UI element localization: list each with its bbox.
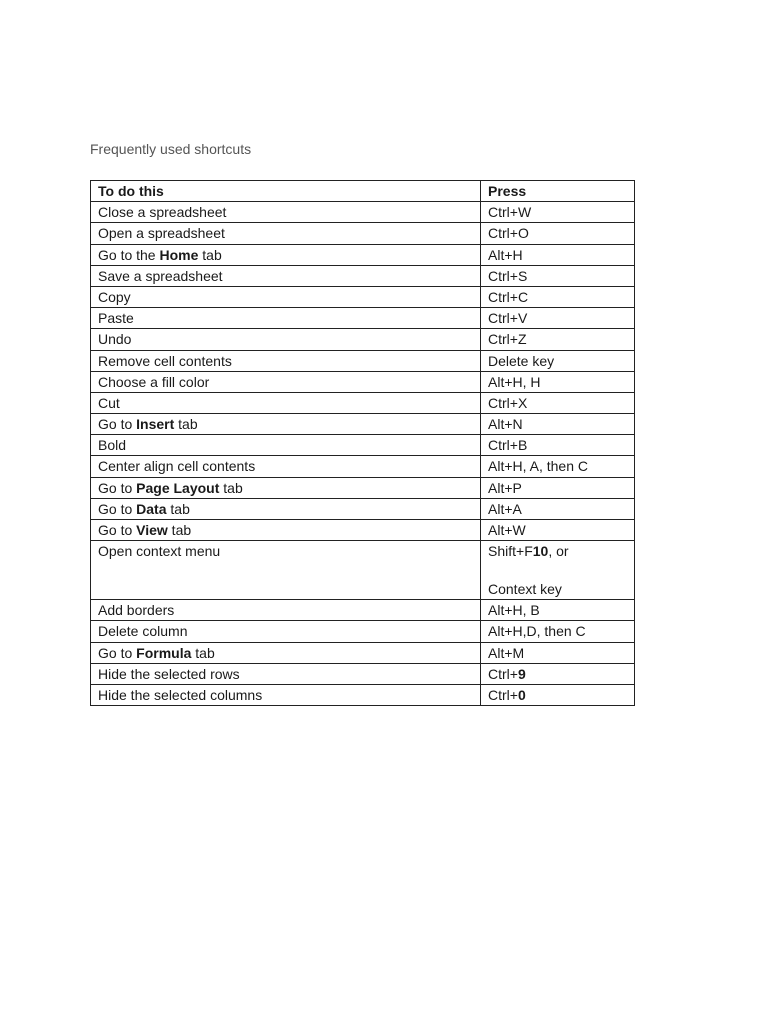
shortcut-line	[488, 600, 627, 620]
text-segment: Alt+M	[488, 644, 525, 661]
table-body	[91, 202, 635, 706]
shortcut-line	[488, 393, 627, 413]
task-cell	[91, 684, 481, 705]
table-row	[91, 498, 635, 519]
text-segment: Alt+P	[488, 479, 522, 496]
shortcut-cell	[481, 621, 635, 642]
text-segment: Ctrl+O	[488, 225, 529, 242]
bold-text: 10	[532, 543, 549, 560]
shortcut-cell	[481, 642, 635, 663]
task-cell	[91, 392, 481, 413]
table-row	[91, 414, 635, 435]
shortcut-line	[488, 351, 627, 371]
table-row	[91, 456, 635, 477]
text-segment: Choose a fill color	[98, 373, 210, 390]
task-cell	[91, 202, 481, 223]
shortcut-cell	[481, 498, 635, 519]
text-segment: Cut	[98, 394, 120, 411]
text-segment: Hide the selected rows	[98, 665, 240, 682]
shortcut-line	[488, 372, 627, 392]
shortcut-cell	[481, 392, 635, 413]
text-segment: Add borders	[98, 602, 175, 619]
bold-text: Page Layout	[136, 479, 220, 496]
shortcut-cell	[481, 541, 635, 600]
text-segment: Copy	[98, 288, 131, 305]
table-row	[91, 392, 635, 413]
shortcut-cell	[481, 286, 635, 307]
task-cell	[91, 477, 481, 498]
text-segment: Undo	[98, 331, 132, 348]
task-cell	[91, 663, 481, 684]
task-cell	[91, 456, 481, 477]
table-row	[91, 202, 635, 223]
text-segment: , or	[548, 543, 569, 560]
shortcut-line	[488, 245, 627, 265]
text-segment: Ctrl+	[488, 665, 518, 682]
shortcut-line	[488, 223, 627, 243]
table-row	[91, 600, 635, 621]
task-cell	[91, 286, 481, 307]
text-segment: Alt+H, H	[488, 373, 541, 390]
table-row	[91, 223, 635, 244]
shortcut-line	[488, 685, 627, 705]
text-segment: Go to	[98, 500, 137, 517]
text-segment: Bold	[98, 437, 127, 454]
bold-text: Data	[136, 500, 167, 517]
text-segment: Alt+N	[488, 416, 523, 433]
text-segment: Ctrl+S	[488, 267, 528, 284]
shortcut-line	[488, 329, 627, 349]
task-cell	[91, 414, 481, 435]
text-segment: Ctrl+W	[488, 204, 532, 221]
shortcut-line	[488, 287, 627, 307]
task-cell	[91, 308, 481, 329]
text-segment: Alt+H, A, then C	[488, 458, 588, 475]
table-row	[91, 541, 635, 600]
bold-text: 9	[517, 665, 526, 682]
text-segment: Open a spreadsheet	[98, 225, 225, 242]
shortcut-cell	[481, 684, 635, 705]
text-segment: Go to	[98, 644, 137, 661]
shortcut-cell	[481, 414, 635, 435]
shortcut-line	[488, 579, 627, 599]
shortcut-line	[488, 643, 627, 663]
task-cell	[91, 350, 481, 371]
text-segment: Delete column	[98, 623, 188, 640]
shortcut-cell	[481, 244, 635, 265]
text-segment: Ctrl+Z	[488, 331, 527, 348]
text-segment: Go to	[98, 479, 137, 496]
table-row	[91, 286, 635, 307]
table-row	[91, 265, 635, 286]
text-segment: Context key	[488, 581, 562, 598]
bold-text: Insert	[136, 416, 175, 433]
task-cell	[91, 600, 481, 621]
text-segment: Ctrl+X	[488, 394, 528, 411]
shortcut-line	[488, 520, 627, 540]
text-segment: Shift+F	[488, 543, 533, 560]
table-row	[91, 684, 635, 705]
shortcut-cell	[481, 435, 635, 456]
text-segment: Hide the selected columns	[98, 686, 263, 703]
shortcut-line	[488, 456, 627, 476]
task-cell	[91, 371, 481, 392]
text-segment: Alt+H,D, then C	[488, 623, 586, 640]
table-row	[91, 621, 635, 642]
task-cell	[91, 223, 481, 244]
text-segment: tab	[167, 522, 192, 538]
text-segment: Save a spreadsheet	[98, 267, 223, 284]
bold-text: 0	[517, 686, 526, 703]
shortcut-cell	[481, 308, 635, 329]
table-row	[91, 308, 635, 329]
table-header	[91, 181, 635, 202]
text-segment: Go to the	[98, 246, 160, 263]
shortcut-cell	[481, 329, 635, 350]
shortcut-cell	[481, 265, 635, 286]
shortcut-line	[488, 664, 627, 684]
shortcuts-table	[90, 180, 635, 706]
text-segment: Paste	[98, 310, 134, 327]
table-row	[91, 435, 635, 456]
document-title: Frequently used shortcuts	[90, 141, 252, 157]
text-segment: Ctrl+C	[488, 288, 529, 305]
text-segment: Go to	[98, 522, 137, 538]
text-segment: tab	[166, 500, 190, 517]
task-cell	[91, 435, 481, 456]
shortcut-line	[488, 621, 627, 641]
text-segment: Ctrl+	[488, 686, 518, 703]
shortcut-cell	[481, 456, 635, 477]
header-press: Press	[481, 181, 635, 202]
text-segment: Alt+H, B	[488, 602, 540, 619]
text-segment: tab	[191, 644, 215, 661]
task-cell	[91, 244, 481, 265]
text-segment: Open context menu	[98, 543, 221, 560]
shortcut-line	[488, 435, 627, 455]
text-segment: Alt+A	[488, 500, 522, 517]
task-cell	[91, 329, 481, 350]
shortcut-line	[488, 308, 627, 328]
shortcut-line	[488, 414, 627, 434]
task-cell	[91, 642, 481, 663]
text-segment: Go to	[98, 416, 137, 433]
table-row	[91, 244, 635, 265]
shortcut-line	[488, 266, 627, 286]
text-segment: Remove cell contents	[98, 352, 232, 369]
text-segment: Close a spreadsheet	[98, 204, 227, 221]
text-segment: Delete key	[488, 352, 555, 369]
table-row	[91, 663, 635, 684]
shortcut-cell	[481, 371, 635, 392]
table-row	[91, 520, 635, 541]
shortcut-line	[488, 499, 627, 519]
shortcut-cell	[481, 600, 635, 621]
text-segment: tab	[174, 416, 198, 433]
shortcut-line	[488, 478, 627, 498]
shortcut-line	[488, 541, 627, 561]
shortcut-cell	[481, 350, 635, 371]
text-segment: Center align cell contents	[98, 458, 256, 475]
text-segment: tab	[219, 479, 243, 496]
shortcut-line	[488, 202, 627, 222]
text-segment: Ctrl+B	[488, 437, 528, 454]
task-cell	[91, 265, 481, 286]
text-segment: Alt+W	[488, 522, 526, 538]
header-row	[91, 181, 635, 202]
text-segment: tab	[198, 246, 222, 263]
bold-text: Home	[159, 246, 199, 263]
bold-text: Formula	[136, 644, 192, 661]
shortcut-cell	[481, 223, 635, 244]
bold-text: View	[136, 522, 168, 538]
task-cell	[91, 520, 481, 541]
line-gap	[488, 561, 627, 579]
task-cell	[91, 498, 481, 519]
header-task: To do this	[91, 181, 481, 202]
task-cell	[91, 621, 481, 642]
shortcut-cell	[481, 520, 635, 541]
shortcut-cell	[481, 477, 635, 498]
table-row	[91, 329, 635, 350]
text-segment: Ctrl+V	[488, 310, 528, 327]
task-cell	[91, 541, 481, 600]
table-row	[91, 350, 635, 371]
table-row	[91, 371, 635, 392]
text-segment: Alt+H	[488, 246, 523, 263]
table-row	[91, 642, 635, 663]
table-row	[91, 477, 635, 498]
shortcut-cell	[481, 202, 635, 223]
shortcut-cell	[481, 663, 635, 684]
